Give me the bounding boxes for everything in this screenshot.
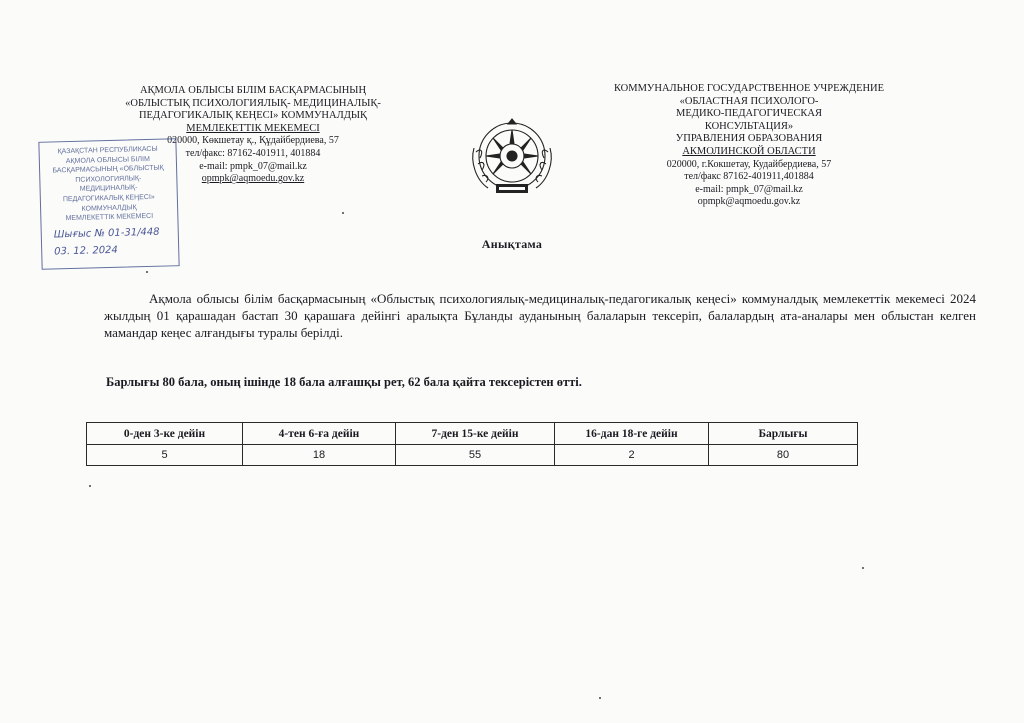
header-right-email: e-mail: pmpk_07@mail.kz bbox=[695, 183, 803, 195]
summary-line: Барлығы 80 бала, оның ішінде 18 бала алғашқы рет, 62 бала қайта тексерістен өтті. bbox=[106, 375, 582, 389]
header-left-line-1: АҚМОЛА ОБЛЫСЫ БІЛІМ БАСҚАРМАСЫНЫҢ bbox=[139, 85, 367, 96]
table-row bbox=[87, 445, 858, 466]
stamp-line-8: МЕМЛЕКЕТТІК МЕКЕМЕСІ bbox=[65, 213, 154, 223]
stamp-number: Шығыс № 01-31/448 bbox=[53, 226, 160, 241]
header-right-line-3: МЕДИКО-ПЕДАГОГИЧЕСКАЯ bbox=[676, 108, 822, 120]
stamp-line-4: ПСИХОЛОГИЯЛЫҚ- bbox=[75, 174, 142, 184]
header-left-line-2: «ОБЛЫСТЫҚ ПСИХОЛОГИЯЛЫҚ- МЕДИЦИНАЛЫҚ- bbox=[125, 97, 381, 109]
stamp-line-7: КОММУНАЛДЫҚ bbox=[81, 203, 137, 213]
stamp-date: 03. 12. 2024 bbox=[54, 244, 118, 258]
stamp-line-1: ҚАЗАҚСТАН РЕСПУБЛИКАСЫ bbox=[57, 145, 158, 156]
table-header: 16-дан 18-ге дейін bbox=[555, 423, 709, 445]
header-right-line-1: КОММУНАЛЬНОЕ ГОСУДАРСТВЕННОЕ УЧРЕЖДЕНИЕ bbox=[613, 83, 885, 94]
header-left-line-3: ПЕДАГОГИКАЛЫҚ КЕҢЕСІ» КОММУНАЛДЫҚ bbox=[138, 110, 368, 122]
table-header: 7-ден 15-ке дейін bbox=[396, 423, 555, 445]
header-right-line-2: «ОБЛАСТНАЯ ПСИХОЛОГО- bbox=[679, 95, 819, 107]
state-emblem-icon bbox=[466, 118, 558, 198]
stamp-line-3: БАСҚАРМАСЫНЫҢ «ОБЛЫСТЫҚ bbox=[52, 164, 164, 175]
scan-speck bbox=[89, 485, 91, 487]
stamp-line-2: АҚМОЛА ОБЛЫСЫ БІЛІМ bbox=[65, 155, 150, 165]
table-cell: 5 bbox=[87, 445, 243, 466]
table-header-row bbox=[87, 423, 858, 445]
scan-speck bbox=[146, 271, 148, 273]
table-cell: 80 bbox=[709, 445, 858, 466]
scan-speck bbox=[599, 697, 601, 699]
document-title: Анықтама bbox=[481, 237, 543, 251]
age-stats-table bbox=[86, 422, 858, 466]
header-right-email2: opmpk@aqmoedu.gov.kz bbox=[697, 196, 801, 208]
header-right-line-6: АКМОЛИНСКОЙ ОБЛАСТИ bbox=[682, 145, 816, 157]
header-left-address: 020000, Көкшетау қ., Құдайбердиева, 57 bbox=[167, 135, 339, 147]
scan-speck bbox=[862, 567, 864, 569]
header-left-email: e-mail: pmpk_07@mail.kz bbox=[199, 160, 307, 172]
table-cell: 55 bbox=[396, 445, 555, 466]
header-right bbox=[598, 83, 900, 209]
body-paragraph: Ақмола облысы білім басқармасының «Облыстық психологиялық-медициналық-педагогикалық кеңесі» коммуналдық мемлекеттік мекемесі 2024 жылдың 01 қарашадан бастап 30 қарашаға дейінгі аралықта Бұланды ауданының балаларын тексеріп, балалардың ата-аналары мен облыстан келген мамандар кеңес алғандығы туралы берілді. bbox=[104, 291, 976, 340]
header-right-phone: тел/факс 87162-401911,401884 bbox=[684, 171, 814, 183]
scan-speck bbox=[342, 212, 344, 214]
header-left-email2: opmpk@aqmoedu.gov.kz bbox=[201, 173, 305, 185]
header-right-line-4: КОНСУЛЬТАЦИЯ» bbox=[704, 120, 794, 132]
table-header: 0-ден 3-ке дейін bbox=[87, 423, 243, 445]
stamp-line-5: МЕДИЦИНАЛЫҚ- bbox=[79, 184, 138, 194]
header-left-line-4: МЕМЛЕКЕТТІК МЕКЕМЕСІ bbox=[186, 122, 320, 134]
header-right-line-5: УПРАВЛЕНИЯ ОБРАЗОВАНИЯ bbox=[675, 133, 823, 145]
table-cell: 2 bbox=[555, 445, 709, 466]
header-left-phone: тел/факс: 87162-401911, 401884 bbox=[185, 147, 321, 159]
stamp-line-6: ПЕДАГОГИКАЛЫҚ КЕҢЕСІ» bbox=[62, 193, 155, 204]
header-right-address: 020000, г.Кокшетау, Кудайбердиева, 57 bbox=[666, 158, 832, 170]
table-cell: 18 bbox=[243, 445, 396, 466]
table-header: Барлығы bbox=[709, 423, 858, 445]
table-header: 4-тен 6-ға дейін bbox=[243, 423, 396, 445]
